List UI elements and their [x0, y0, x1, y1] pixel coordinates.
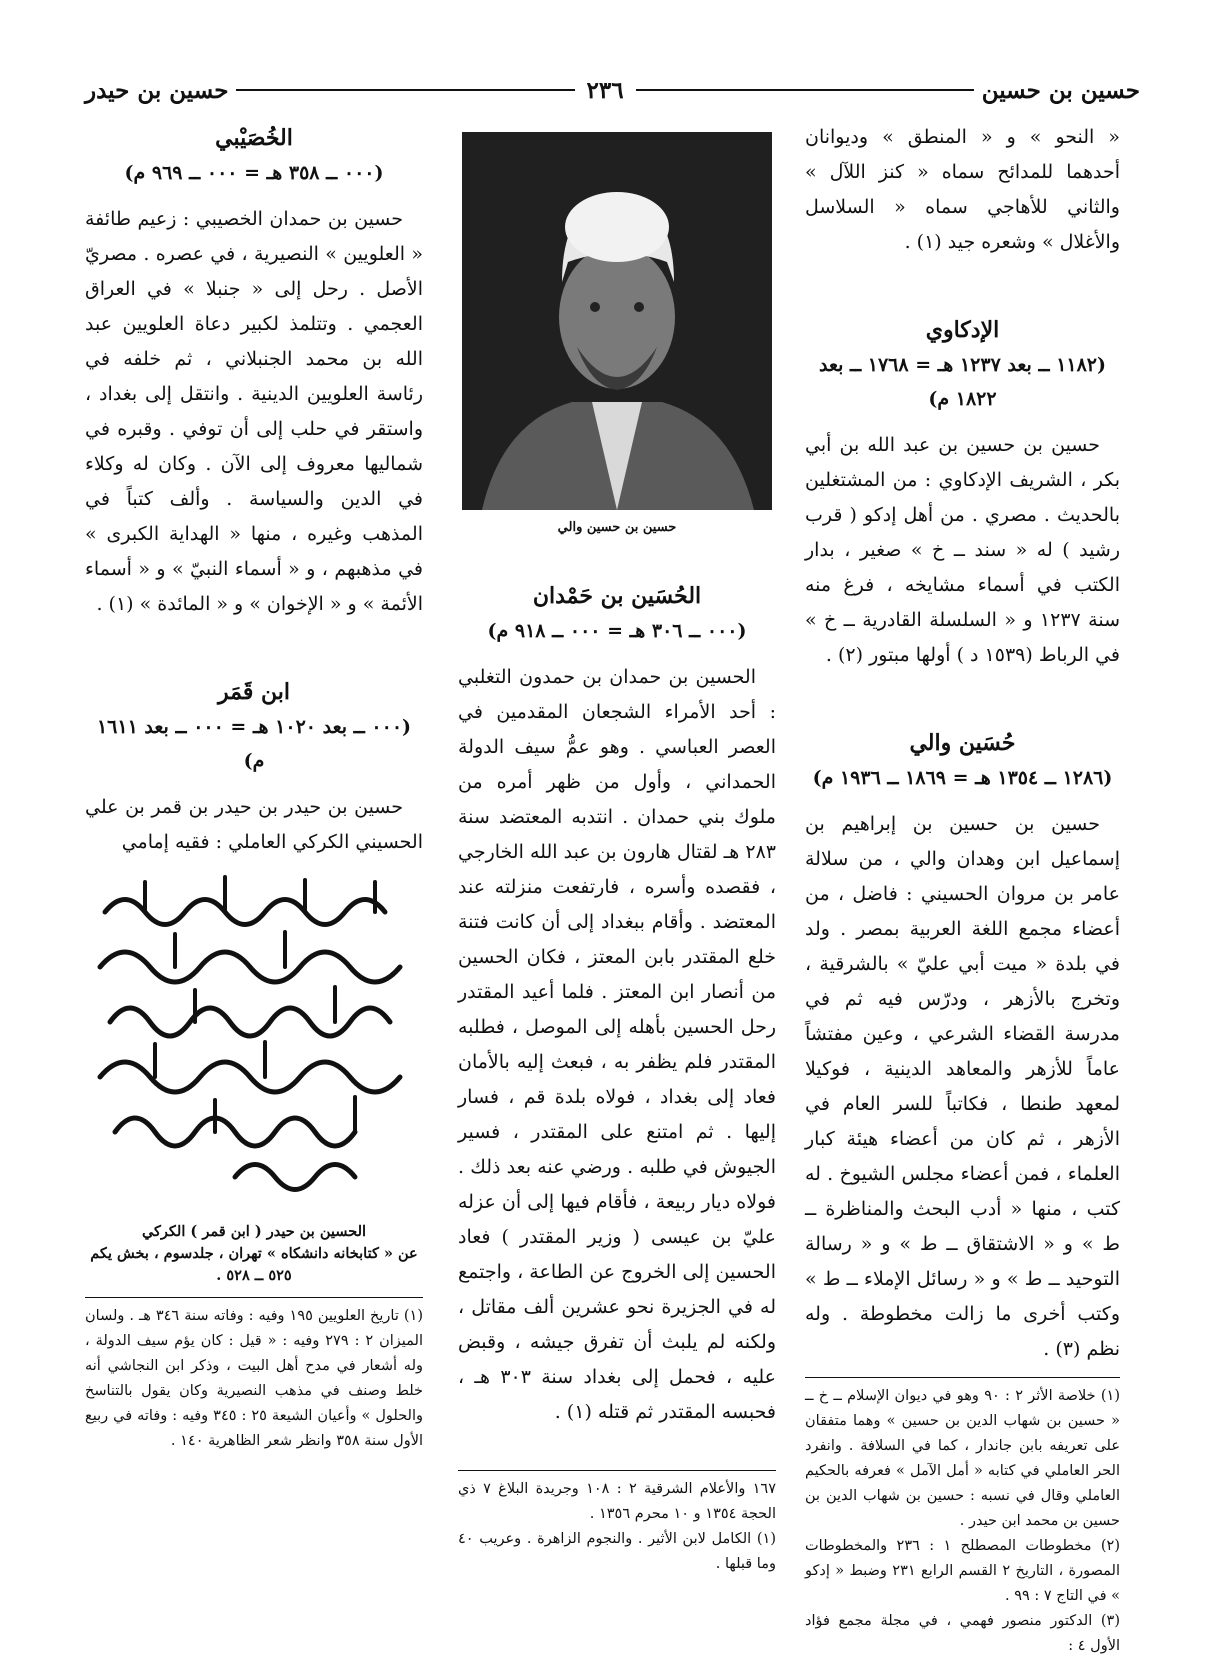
entry-dates-khusaybi: (٠٠٠ ــ ٣٥٨ هـ = ٠٠٠ ــ ٩٦٩ م): [124, 162, 384, 184]
footnote-mid-1: ١٦٧ والأعلام الشرقية ٢ : ١٠٨ وجريدة البلاغ ٧ ذي الحجة ١٣٥٤ و ١٠ محرم ١٣٥٦ .: [458, 1481, 777, 1522]
entry-title-husayn-wali: حُسَين والي: [909, 730, 1016, 756]
footnote-left-1: (١) تاريخ العلويين ١٩٥ وفيه : وفاته سنة ٣٤٦ هـ . ولسان الميزان ٢ : ٢٧٩ وفيه : « قيل : كان يؤم سيف الدولة ، وله أشعار في مدح أهل البيت ، وذكر ابن النجاشي أنه خلط وصنف في مذهب النصيرية وكان يقول بالتناسخ والحلول » وأعيان الشيعة ٢٥ : ٣٤٥ وفيه : وفاته في ربيع الأول سنة ٣٥٨ وانظر شعر الظاهرية ١٤٠ .: [85, 1308, 424, 1449]
manuscript-caption-1: الحسين بن حيدر ( ابن قمر ) الكركي: [141, 1223, 367, 1240]
column-right: [805, 120, 1120, 1659]
entry-text-ibn-qamar: حسين بن حيدر بن حيدر بن قمر بن علي الحسيني الكركي العاملي : فقيه إمامي: [85, 796, 423, 853]
portrait-caption: حسين بن حسين والي: [557, 520, 677, 535]
entry-dates-idkawi: (١١٨٢ ــ بعد ١٢٣٧ هـ = ١٧٦٨ ــ بعد ١٨٢٢ م): [818, 354, 1107, 410]
header-rule-right: [636, 89, 974, 91]
column-middle: [458, 120, 776, 1577]
entry-dates-ibn-hamdan: (٠٠٠ ــ ٣٠٦ هـ = ٠٠٠ ــ ٩١٨ م): [487, 620, 747, 642]
footnote-divider-left: [85, 1297, 423, 1298]
continued-paragraph: « النحو » و « المنطق » وديوانان أحدهما للمدائح سماه « كنز اللآل » والثاني للأهاجي سماه « السلاسل والأغلال » وشعره جيد (١) .: [805, 126, 1120, 253]
column-left: [85, 120, 423, 1454]
entry-text-idkawi: حسين بن حسين بن عبد الله بن أبي بكر ، الشريف الإدكاوي : من المشتغلين بالحديث . مصري . من أهل إدكو ( قرب رشيد ) له « سند ــ خ » صغير ، بدار الكتب في أسماء مشايخه ، فرغ منه سنة ١٢٣٧ و « السلسلة القادرية ــ خ » في الرباط (١٥٣٩ د ) أولها مبتور (٢) .: [805, 434, 1120, 666]
footnote-mid-2: (١) الكامل لابن الأثير . والنجوم الزاهرة . وعريب ٤٠ وما قبلها .: [458, 1531, 776, 1572]
portrait-photo: [462, 132, 772, 510]
entry-title-idkawi: الإدكاوي: [925, 317, 1000, 343]
entry-title-khusaybi: الخُصَيْبي: [215, 125, 293, 151]
page-number: ٢٣٦: [586, 76, 624, 104]
entry-dates-husayn-wali: (١٢٨٦ ــ ١٣٥٤ هـ = ١٨٦٩ ــ ١٩٣٦ م): [812, 767, 1113, 789]
entry-dates-ibn-qamar: (٠٠٠ ــ بعد ١٠٢٠ هـ = ٠٠٠ ــ بعد ١٦١١ م): [96, 716, 412, 772]
entry-title-ibn-qamar: ابن قَمَر: [217, 679, 290, 705]
header-right-name: حسين بن حسين: [981, 76, 1140, 104]
entry-text-khusaybi: حسين بن حمدان الخصيبي : زعيم طائفة « العلويين » النصيرية ، في عصره . مصريّ الأصل . رحل إلى « جنبلا » في العراق العجمي . وتتلمذ لكبير دعاة العلويين عبد الله بن محمد الجنبلاني ، ثم خلفه في رئاسة العلويين الدينية . وانتقل إلى بغداد ، واستقر في حلب إلى أن توفي . وقبره في شماليها معروف إلى الآن . وكان له وكلاء في الدين والسياسة . وألف كتباً في المذهب وغيره ، منها « الهداية الكبرى » في مذهبهم ، و « أسماء النبيّ » و « أسماء الأئمة » و « الإخوان » و « المائدة » (١) .: [85, 208, 423, 615]
page-header: [85, 70, 1140, 110]
portrait-illustration: [462, 132, 772, 510]
footnote-2: (٢) مخطوطات المصطلح ١ : ٢٣٦ والمخطوطات المصورة ، التاريخ ٢ القسم الرابع ٢٣١ وضبط « إدكو » في التاج ٧ : ٩٩ .: [805, 1538, 1120, 1604]
header-left-name: حسين بن حيدر: [85, 76, 229, 104]
footnote-divider-middle: [458, 1470, 776, 1471]
footnote-divider: [805, 1377, 1120, 1378]
manuscript-caption-2: عن « كتابخانه دانشكاه » تهران ، جلدسوم ، بخش يكم ٥٢٥ ــ ٥٢٨ .: [90, 1245, 418, 1284]
header-rule-left: [236, 89, 574, 91]
manuscript-calligraphy: [85, 872, 423, 1217]
entry-text-ibn-hamdan: الحسين بن حمدان بن حمدون التغلبي : أحد الأمراء الشجعان المقدمين في العصر العباسي . وهو عمُّ سيف الدولة الحمداني ، وأول من ظهر أمره من ملوك بني حمدان . انتدبه المعتضد سنة ٢٨٣ هـ لقتال هارون بن عبد الله الخارجي ، فقصده وأسره ، فارتفعت منزلته عند المعتضد . وأقام ببغداد إلى أن كانت فتنة خلع المقتدر بابن المعتز ، فكان الحسين من أنصار ابن المعتز . فلما أعيد المقتدر رحل الحسين بأهله إلى الموصل ، فطلبه المقتدر فلم يظفر به ، فبعث إليه بالأمان فعاد إلى بغداد ، فولاه بلدة قم ، فسار إليها . ثم امتنع على المقتدر ، فسير الجيوش في طلبه . ورضي عنه بعد ذلك . فولاه ديار ربيعة ، فأقام فيها إلى أن عزله عليّ بن عيسى ( وزير المقتدر ) فعاد الحسين إلى الخروج عن الطاعة ، واجتمع له في الجزيرة نحو عشرين ألف مقاتل ، ولكنه لم يلبث أن تفرق جيشه ، وقبض عليه ، فحمل إلى بغداد سنة ٣٠٣ هـ ، فحبسه المقتدر ثم قتله (١) .: [458, 666, 776, 1423]
footnote-3: (٣) الدكتور منصور فهمي ، في مجلة مجمع فؤاد الأول ٤ :: [805, 1613, 1120, 1654]
footnote-1: (١) خلاصة الأثر ٢ : ٩٠ وهو في ديوان الإسلام ــ خ ــ « حسين بن شهاب الدين بن حسين » وهما متفقان على تعريفه بابن جاندار ، كما في السلافة . وانفرد الحر العاملي في كتابه « أمل الآمل » فعرفه بالحكيم العاملي وقال في نسبه : حسين بن شهاب الدين بن حسين بن محمد ابن حيدر .: [805, 1388, 1120, 1529]
entry-text-husayn-wali: حسين بن حسين بن إبراهيم بن إسماعيل ابن وهدان والي ، من سلالة عامر بن مروان الحسيني : فاضل ، من أعضاء مجمع اللغة العربية بمصر . ولد في بلدة « ميت أبي عليّ » بالشرقية ، وتخرج بالأزهر ، ودرّس فيه ثم في مدرسة القضاء الشرعي ، وعين مفتشاً عاماً للأزهر والمعاهد الدينية ، فوكيلا لمعهد طنطا ، فكاتباً للسر العام في الأزهر ، ثم كان من أعضاء هيئة كبار العلماء ، فمن أعضاء مجلس الشيوخ . له كتب ، منها « أدب البحث والمناظرة ــ ط » و « الاشتقاق ــ ط » و « رسالة التوحيد ــ ط » و « رسائل الإملاء ــ ط » وكتب أخرى ما زالت مخطوطة . وله نظم (٣) .: [805, 813, 1121, 1360]
manuscript-image: [85, 872, 423, 1217]
entry-title-ibn-hamdan: الحُسَين بن حَمْدان: [532, 583, 702, 609]
